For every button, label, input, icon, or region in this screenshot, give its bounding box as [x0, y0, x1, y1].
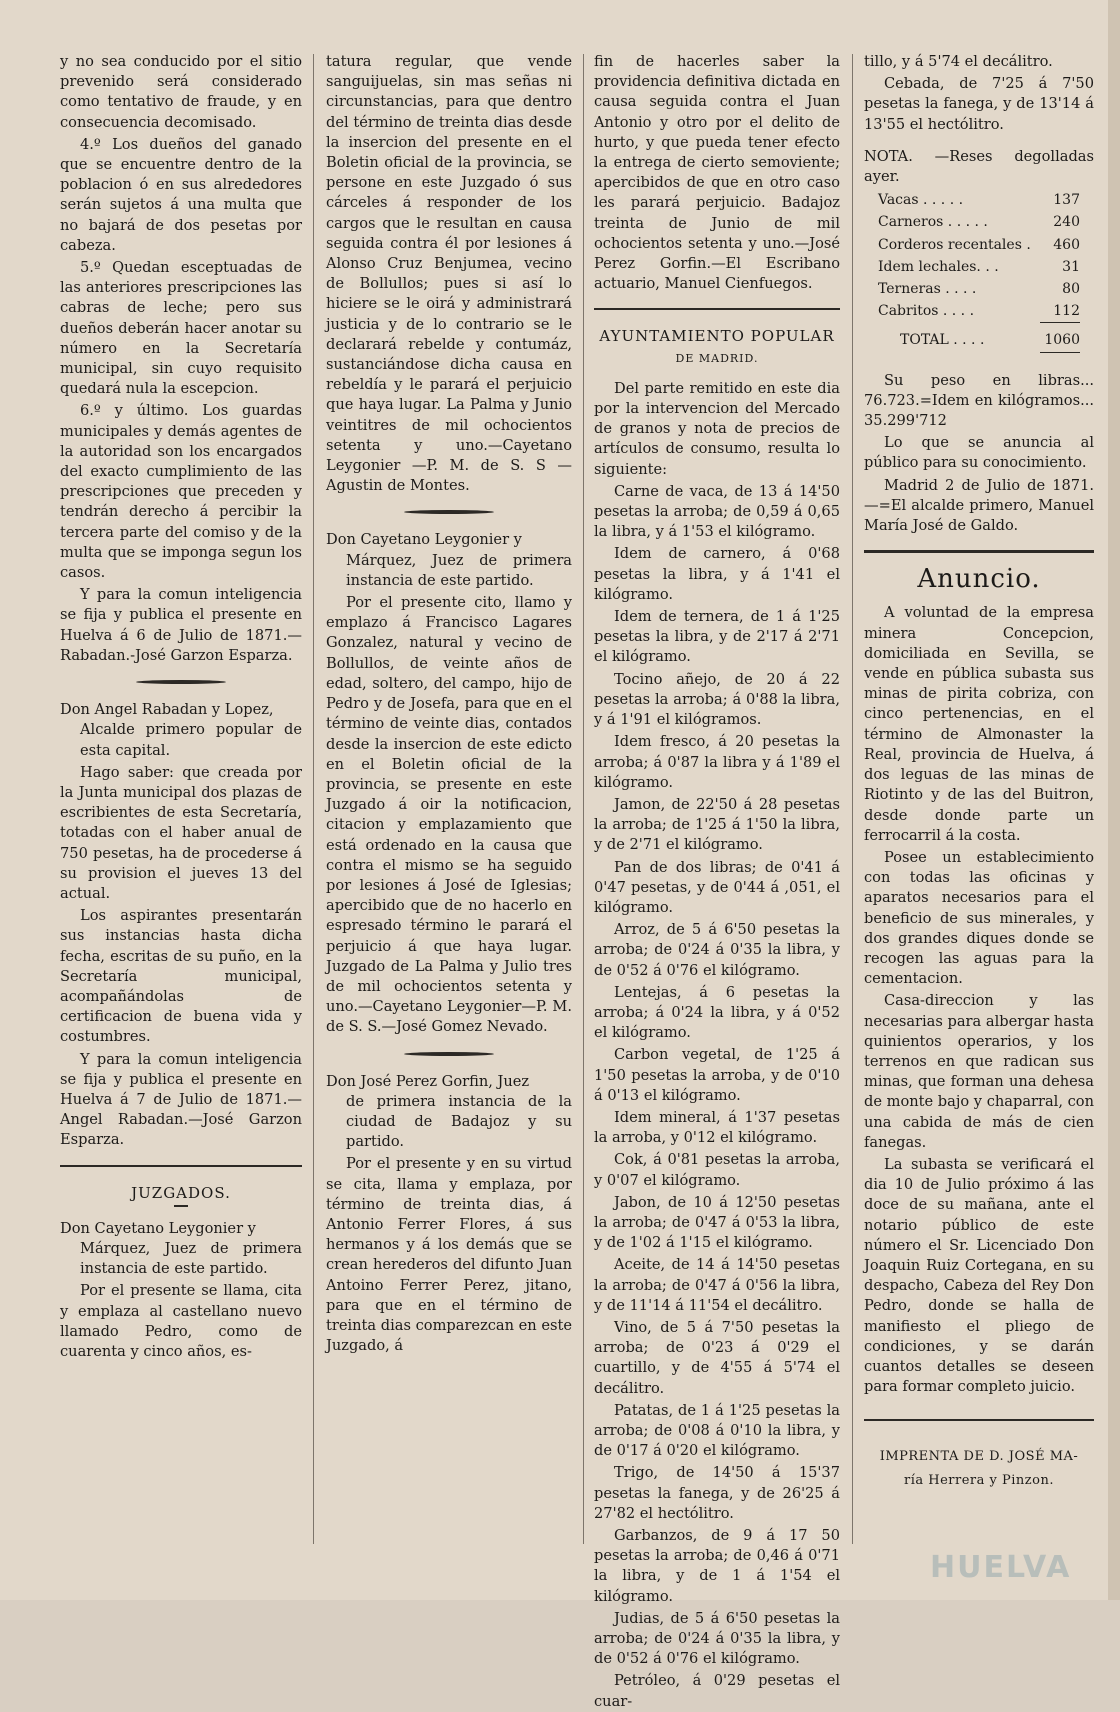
paragraph: Su peso en libras... 76.723.=Idem en kilógramos... 35.299'712	[864, 371, 1094, 430]
notice-heading-rest: Márquez, Juez de primera instancia de este partido.	[346, 551, 572, 589]
section-title: AYUNTAMIENTO POPULAR	[599, 327, 835, 346]
nota-title: NOTA. —Reses degolladas ayer.	[864, 147, 1094, 186]
price-item: Jamon, de 22'50 á 28 pesetas la arroba; de 1'25 á 1'50 la libra, y de 2'71 el kilógramo.	[594, 795, 840, 854]
row-label: Idem lechales. . .	[878, 258, 999, 275]
paragraph: Por el presente se llama, cita y emplaza al castellano nuevo llamado Pedro, como de cuarenta y cinco años, es-	[60, 1282, 302, 1360]
notice-heading-rest: Márquez, Juez de primera instancia de este partido.	[80, 1239, 302, 1278]
paragraph: tillo, y á 5'74 el decálitro.	[864, 53, 1053, 70]
column-1	[60, 52, 302, 1592]
column-rule	[313, 54, 314, 1544]
paragraph: Casa-direccion y las necesarias para albergar hasta quinientos operarios, y los terrenos en que radican sus minas, que forman una dehesa de monte bajo y chaparral, con una cabida de más de cien fanegas.	[864, 992, 1095, 1151]
table-row	[864, 256, 1094, 278]
price-item: Judias, de 5 á 6'50 pesetas la arroba; de 0'24 á 0'35 la libra, y de 0'52 á 0'76 el kilógramo.	[594, 1609, 840, 1668]
total-label: TOTAL . . . .	[900, 332, 985, 349]
sum-rule	[1040, 352, 1080, 359]
notice-heading-rest: Alcalde primero popular de esta capital.	[80, 721, 302, 759]
notice-heading	[60, 1219, 302, 1280]
paragraph: Por el presente cito, llamo y emplazo á Francisco Lagares Gonzalez, natural y vecino de Bollullos, de veinte años de edad, soltero, del campo, hijo de Pedro y de Josefa, para que en el término de veinte dias, contados desde la insercion de este edicto en el Boletin oficial de la provincia, se presente en este Juzgado á oir la notificacion, citacion y emplazamiento que está ordenado en la causa que contra el mismo se ha seguido por lesiones á José de Iglesias; apercibido que de no hacerlo en espresado término le parará el perjuicio á que haya lugar. Juzgado de La Palma y Julio tres de mil ochocientos setenta y uno.—Cayetano Leygonier—P. M. de S. S.—José Gomez Nevado.	[326, 594, 572, 1036]
row-value: 460	[1053, 236, 1080, 253]
section-title: JUZGADOS.	[131, 1183, 231, 1202]
row-label: Corderos recentales .	[878, 236, 1031, 253]
row-label: Cabritos . . . .	[878, 303, 975, 320]
paragraph: fin de hacerles saber la providencia definitiva dictada en causa seguida contra el Juan Antonio y otro por el delito de hurto, y que pueda tener efecto la entrega de cierto semoviente; apercibidos de que en otro caso les parará perjuicio. Badajoz treinta de Junio de mil ochocientos setenta y uno.—José Perez Gorfin.—El Escribano actuario, Manuel Cienfuegos.	[594, 53, 840, 293]
table-row	[864, 211, 1094, 233]
row-label: Vacas . . . . .	[878, 192, 964, 209]
row-value: 31	[1062, 258, 1080, 275]
watermark: HUELVA	[930, 1550, 1072, 1585]
price-item: Tocino añejo, de 20 á 22 pesetas la arroba; á 0'88 la libra, y á 1'91 el kilógramos.	[594, 670, 840, 729]
row-value: 240	[1053, 214, 1080, 231]
imprint	[864, 1445, 1094, 1493]
section-rule	[864, 1419, 1094, 1421]
price-item: Arroz, de 5 á 6'50 pesetas la arroba; de 0'24 á 0'35 la libra, y de 0'52 á 0'76 el kilógramo.	[594, 921, 840, 979]
price-item: Carbon vegetal, de 1'25 á 1'50 pesetas la arroba, y de 0'10 á 0'13 el kilógramo.	[594, 1046, 840, 1104]
price-item: Carne de vaca, de 13 á 14'50 pesetas la arroba; de 0,59 á 0,65 la libra, y á 1'53 el kilógramo.	[594, 482, 840, 541]
notice-heading-lead: Don Angel Rabadan y Lopez,	[60, 701, 274, 719]
notice-heading-lead: Don Cayetano Leygonier y	[60, 1219, 256, 1237]
advertisement-title: Anuncio.	[917, 564, 1041, 595]
paragraph: A voluntad de la empresa minera Concepcion, domiciliada en Sevilla, se vende en pública subasta sus minas de pirita cobriza, con cinco pertenencias, en el término de Almonaster la Real, provincia de Huelva, á dos leguas de las minas de Riotinto y de las del Buitron, desde donde parte un ferrocarril á la costa.	[864, 604, 1094, 844]
notice-heading-lead: Don José Perez Gorfin, Juez	[326, 1072, 530, 1090]
ornament-divider	[404, 1052, 494, 1056]
paragraph: 5.º Quedan esceptuadas de las anteriores prescripciones las cabras de leche; pero sus dueños deberán hacer anotar su número en la Secretaría municipal, sin cuyo requisito quedará nula la escepcion.	[60, 259, 302, 398]
row-label: Carneros . . . . .	[878, 214, 988, 231]
section-rule	[594, 308, 840, 310]
price-item: Idem mineral, á 1'37 pesetas la arroba, y 0'12 el kilógramo.	[594, 1108, 840, 1147]
price-item: Pan de dos libras; de 0'41 á 0'47 pesetas, y de 0'44 á ,051, el kilógramo.	[594, 858, 840, 916]
column-2	[326, 52, 572, 1592]
price-item: Idem de carnero, á 0'68 pesetas la libra, y á 1'41 el kilógramo.	[594, 545, 840, 603]
price-item: Cok, á 0'81 pesetas la arroba, y 0'07 el kilógramo.	[594, 1151, 840, 1189]
sum-rule	[1040, 322, 1080, 329]
paragraph: Lo que se anuncia al público para su conocimiento.	[864, 434, 1094, 472]
column-4	[864, 52, 1094, 1592]
table-row	[864, 189, 1094, 211]
notice-heading	[60, 700, 302, 761]
slaughter-total	[864, 329, 1094, 351]
paragraph: Cebada, de 7'25 á 7'50 pesetas la fanega, y de 13'14 á 13'55 el hectólitro.	[864, 75, 1094, 133]
slaughter-table-body	[864, 189, 1094, 322]
title-ornament	[174, 1205, 188, 1207]
price-item: Idem fresco, á 20 pesetas la arroba; á 0'87 la libra y á 1'89 el kilógramo.	[594, 733, 840, 791]
section-rule	[60, 1165, 302, 1167]
price-item: Patatas, de 1 á 1'25 pesetas la arroba; de 0'08 á 0'10 la libra, y de 0'17 á 0'20 el kilógramo.	[594, 1401, 840, 1460]
column-3	[594, 52, 840, 1710]
paragraph: 6.º y último. Los guardas municipales y demás agentes de la autoridad son los encargados del exacto cumplimiento de las prescripciones que preceden y tendrán derecho á percibir la tercera parte del comiso y de la multa que se imponga segun los casos.	[60, 402, 302, 582]
paragraph: Y para la comun inteligencia se fija y publica el presente en Huelva á 6 de Julio de 1871.—Rabadan.-José Garzon Esparza.	[60, 586, 302, 664]
notice-heading	[326, 530, 572, 591]
price-item: Trigo, de 14'50 á 15'37 pesetas la fanega, y de 26'25 á 27'82 el hectólitro.	[594, 1464, 840, 1522]
paragraph: Posee un establecimiento con todas las oficinas y aparatos necesarios para el beneficio de sus minerales, y dos grandes diques donde se recogen las aguas para la cementacion.	[864, 848, 1094, 988]
price-item: Garbanzos, de 9 á 17 50 pesetas la arroba; de 0,46 á 0'71 la libra, y de 1 á 1'54 el kilógramo.	[594, 1527, 840, 1605]
page-edge	[1108, 0, 1120, 1600]
imprint-line: IMPRENTA DE D. JOSÉ MA-	[879, 1449, 1079, 1465]
paragraph: y no sea conducido por el sitio prevenido será considerado como tentativo de fraude, y en consecuencia decomisado.	[60, 53, 302, 131]
section-subtitle: DE MADRID.	[675, 351, 759, 365]
price-item: Idem de ternera, de 1 á 1'25 pesetas la libra, y de 2'17 á 2'71 el kilógramo.	[594, 608, 840, 666]
paragraph: Hago saber: que creada por la Junta municipal dos plazas de escribientes de esta Secretaría, totadas con el haber anual de 750 pesetas, ha de procederse á su provision el jueves 13 del actual.	[60, 763, 302, 902]
paragraph: 4.º Los dueños del ganado que se encuentre dentro de la poblacion ó en sus alrededores serán sujetos á una multa que no bajará de dos pesetas por cabeza.	[60, 135, 302, 254]
paragraph: La subasta se verificará el dia 10 de Julio próximo á las doce de su mañana, ante el notario público de este número el Sr. Licenciado Don Joaquin Ruiz Cortegana, en su despacho, Cabeza del Rey Don Pedro, donde se halla de manifiesto el pliego de condiciones, y se darán cuantos detalles se deseen para formar completo juicio.	[864, 1155, 1094, 1396]
paragraph: Los aspirantes presentarán sus instancias hasta dicha fecha, escritas de su puño, en la Secretaría municipal, acompañándolas de certificacion de buena vida y costumbres.	[60, 907, 302, 1046]
price-item: Vino, de 5 á 7'50 pesetas la arroba; de 0'23 á 0'29 el cuartillo, y de 4'55 á 5'74 el decálitro.	[594, 1318, 840, 1397]
imprint-line: ría Herrera y Pinzon.	[904, 1473, 1054, 1489]
notice-heading	[326, 1072, 572, 1153]
slaughter-table	[864, 189, 1094, 322]
table-row	[864, 278, 1094, 300]
table-row	[864, 300, 1094, 322]
column-rule	[583, 54, 584, 1544]
price-item: Petróleo, á 0'29 pesetas el cuar-	[594, 1672, 840, 1710]
paragraph: tatura regular, que vende sanguijuelas, sin mas señas ni circunstancias, para que dentro del término de treinta dias desde la insercion del presente en el Boletin oficial de la provincia, se persone en este Juzgado ó sus cárceles á responder de los cargos que le resultan en causa seguida contra él por lesiones á Alonso Cruz Benjumea, vecino de Bollullos; pues si así lo hiciere se le oirá y administrará justicia y de lo contrario se le declarará rebelde y contumáz, sustanciándose dicha causa en rebeldía y le parará el perjuicio que haya lugar. La Palma y Junio veintitres de mil ochocientos setenta y uno.—Cayetano Leygonier —P. M. de S. S —Agustin de Montes.	[326, 53, 572, 495]
notice-heading-lead: Don Cayetano Leygonier y	[326, 531, 522, 549]
row-value: 137	[1053, 192, 1080, 209]
row-value: 112	[1053, 303, 1080, 320]
paragraph: Del parte remitido en este dia por la intervencion del Mercado de granos y nota de precios de artículos de consumo, resulta lo siguiente:	[594, 379, 840, 478]
paragraph: Madrid 2 de Julio de 1871.—=El alcalde primero, Manuel María José de Galdo.	[864, 476, 1094, 535]
notice-heading-rest: de primera instancia de la ciudad de Badajoz y su partido.	[346, 1092, 572, 1151]
price-list	[594, 482, 840, 1712]
row-label: Terneras . . . .	[878, 281, 977, 298]
row-value: 80	[1062, 281, 1080, 298]
price-item: Aceite, de 14 á 14'50 pesetas la arroba; de 0'47 á 0'56 la libra, y de 11'14 á 11'54 el decálitro.	[594, 1256, 840, 1314]
paragraph: Por el presente y en su virtud se cita, llama y emplaza, por término de treinta dias, á Antonio Ferrer Flores, á sus hermanos y á los demás que se crean herederos del difunto Juan Antoino Ferrer Perez, jitano, para que en el término de treinta dias comparezcan en este Juzgado, á	[326, 1155, 572, 1355]
table-row	[864, 234, 1094, 256]
total-value: 1060	[1044, 332, 1080, 349]
price-item: Lentejas, á 6 pesetas la arroba; á 0'24 la libra, y á 0'52 el kilógramo.	[594, 983, 840, 1042]
section-rule	[864, 550, 1094, 553]
column-rule	[852, 54, 853, 1544]
ornament-divider	[404, 510, 494, 514]
paragraph: Y para la comun inteligencia se fija y publica el presente en Huelva á 7 de Julio de 1871.—Angel Rabadan.—José Garzon Esparza.	[60, 1050, 302, 1149]
ornament-divider	[136, 680, 226, 684]
price-item: Jabon, de 10 á 12'50 pesetas la arroba; de 0'47 á 0'53 la libra, y de 1'02 á 1'15 el kilógramo.	[594, 1193, 840, 1252]
table-row	[864, 329, 1094, 351]
